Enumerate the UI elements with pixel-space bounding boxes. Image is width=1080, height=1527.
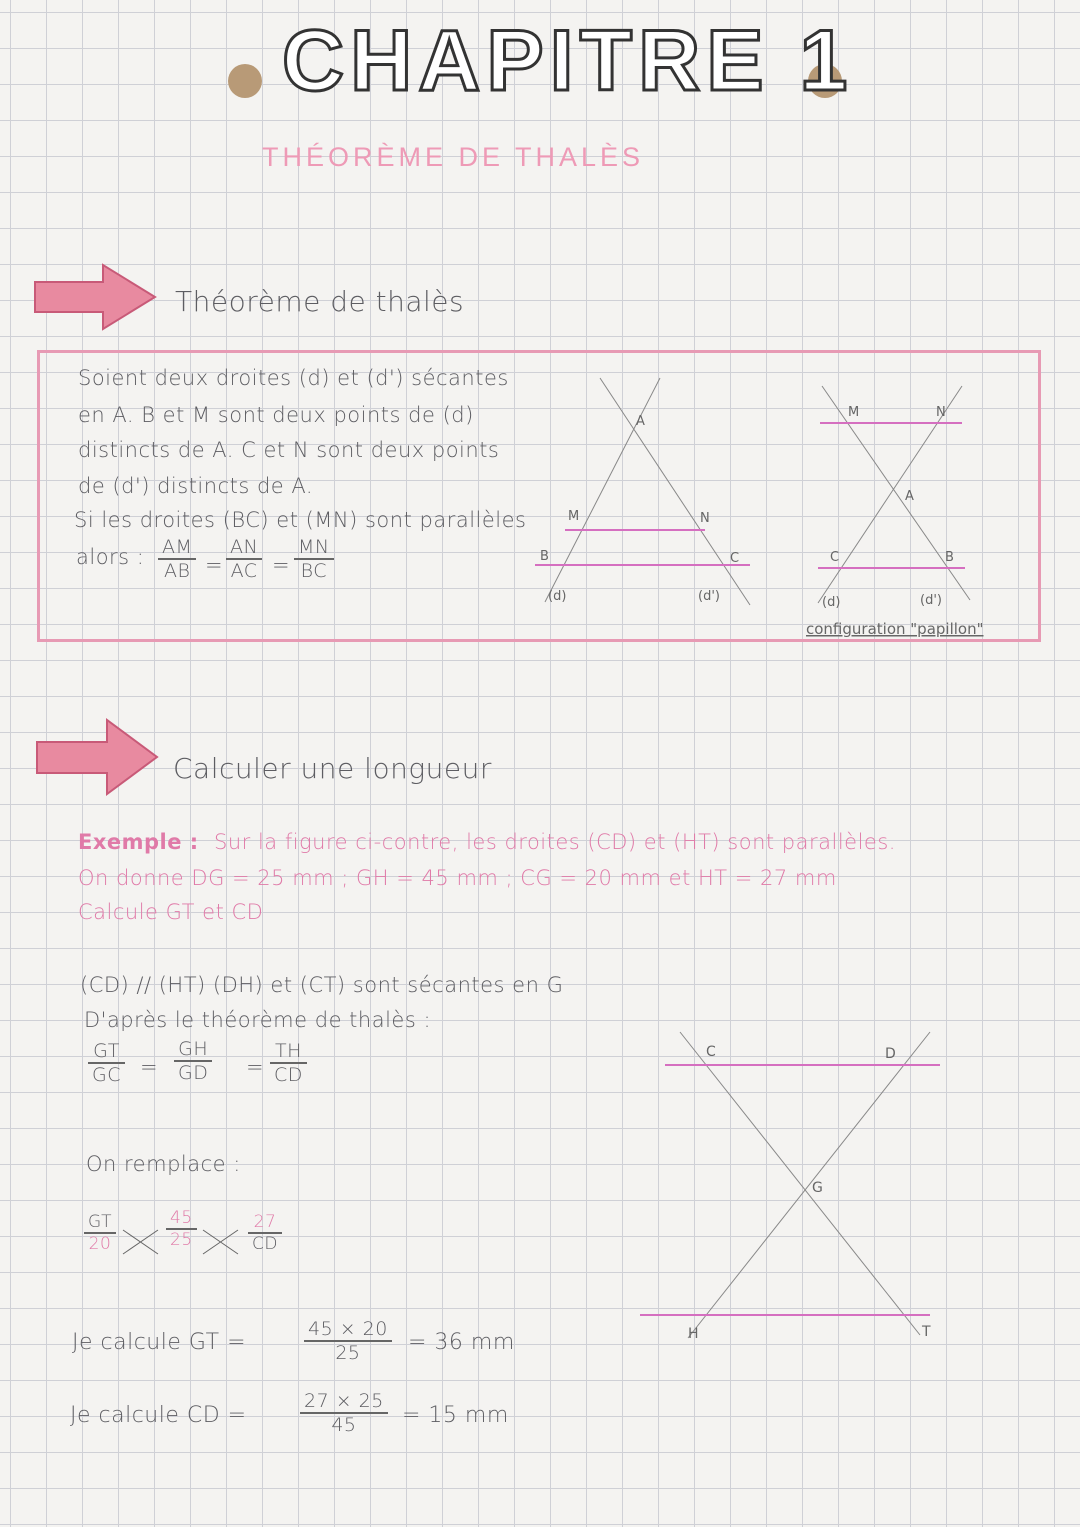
figure-triangle [530, 370, 770, 610]
arrow-icon [35, 717, 160, 797]
example-line: Calcule GT et CD [78, 900, 264, 924]
point-label: N [936, 405, 946, 420]
calc-label: Je calcule CD = [70, 1403, 247, 1428]
fraction: $\frac{45}{25}$ [166, 1208, 197, 1250]
theorem-line: de (d') distincts de A. [78, 474, 314, 498]
point-label: A [636, 414, 645, 429]
example-line: Sur la figure ci-contre, les droites (CD) et (HT) sont parallèles. [214, 830, 896, 854]
fraction: $\frac{45 \times 20}{25}$ [304, 1318, 392, 1364]
section-heading: Calculer une longueur [173, 752, 492, 785]
fraction: $\frac{TH}{CD}$ [270, 1040, 307, 1086]
figure-butterfly [800, 378, 1040, 643]
chapter-title: CHAPITRE 1 [282, 13, 854, 109]
equals: = [246, 1055, 265, 1079]
fraction: $\frac{AM}{AB}$ [158, 536, 196, 582]
line-label: (d') [920, 593, 942, 608]
point-label: D [885, 1046, 896, 1062]
fraction: $\frac{MN}{BC}$ [294, 536, 334, 582]
fraction: $\frac{GT}{GC}$ [88, 1040, 125, 1086]
point-label: C [830, 550, 840, 565]
point-label: C [730, 551, 740, 566]
point-label: C [706, 1044, 716, 1060]
example-label: Exemple : [78, 830, 199, 854]
figure-caption: configuration "papillon" [806, 620, 984, 638]
calc-result: = 36 mm [408, 1330, 515, 1355]
fraction: $\frac{27}{CD}$ [248, 1212, 282, 1254]
line-label: (d) [548, 589, 567, 604]
fraction: $\frac{AN}{AC}$ [226, 536, 262, 582]
equals: = [205, 553, 224, 577]
point-label: H [688, 1326, 699, 1342]
point-label: B [540, 549, 549, 564]
section-heading: Théorème de thalès [175, 285, 465, 318]
fraction: $\frac{GT}{20}$ [84, 1212, 116, 1254]
cross-product-arrows [118, 1222, 258, 1267]
arrow-icon [33, 262, 158, 332]
equals: = [140, 1055, 159, 1079]
example-line: On donne DG = 25 mm ; GH = 45 mm ; CG = 20 mm et HT = 27 mm [78, 866, 837, 890]
theorem-line: alors : [76, 545, 145, 569]
point-label: T [922, 1324, 931, 1340]
point-label: A [905, 489, 914, 504]
chapter-subtitle: THÉORÈME DE THALÈS [262, 142, 645, 172]
theorem-line: en A. B et M sont deux points de (d) [78, 403, 474, 427]
theorem-line: Si les droites (BC) et (MN) sont parallèles [74, 508, 527, 532]
point-label: G [812, 1180, 823, 1196]
figure-example [630, 1020, 980, 1350]
replace-label: On remplace : [86, 1152, 241, 1176]
theorem-line: Soient deux droites (d) et (d') sécantes [78, 366, 509, 390]
calc-label: Je calcule GT = [72, 1330, 247, 1355]
line-label: (d) [822, 595, 841, 610]
point-label: N [700, 511, 710, 526]
calc-result: = 15 mm [402, 1403, 509, 1428]
fraction: $\frac{27 \times 25}{45}$ [300, 1390, 388, 1436]
point-label: M [568, 509, 580, 524]
fraction: $\frac{GH}{GD}$ [174, 1038, 212, 1084]
line-label: (d') [698, 589, 720, 604]
solution-line: D'après le théorème de thalès : [84, 1008, 432, 1032]
point-label: B [945, 550, 954, 565]
point-label: M [848, 405, 860, 420]
solution-line: (CD) // (HT) (DH) et (CT) sont sécantes en G [80, 973, 564, 997]
equals: = [272, 553, 291, 577]
punch-hole [228, 64, 262, 98]
theorem-line: distincts de A. C et N sont deux points [78, 438, 500, 462]
